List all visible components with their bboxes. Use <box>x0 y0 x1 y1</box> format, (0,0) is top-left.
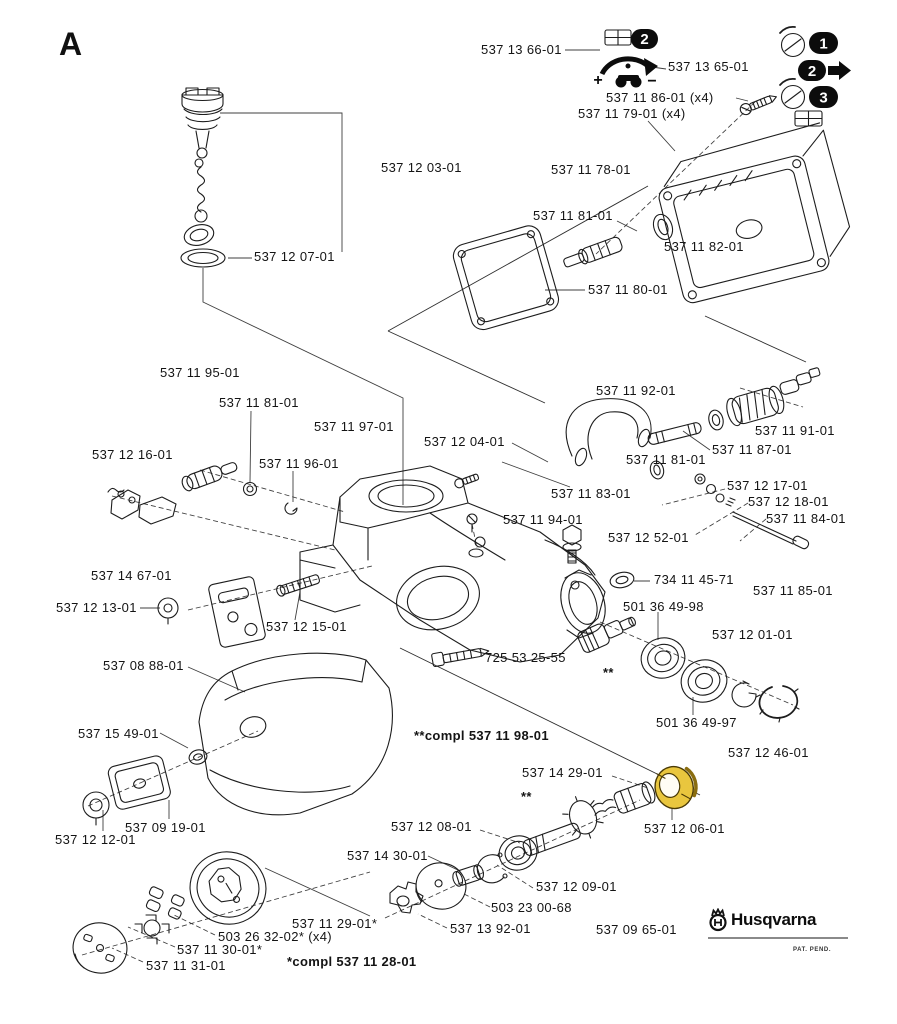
dial-minus-glyph: − <box>647 73 657 90</box>
part-label: 537 11 81-01 <box>626 452 706 467</box>
part-label: 537 14 29-01 <box>522 765 603 780</box>
part-label: 537 11 84-01 <box>766 511 846 526</box>
screwdriver-step-icon <box>780 79 805 109</box>
part-label: 537 11 91-01 <box>755 423 835 438</box>
cover-screw-drawing <box>739 92 779 117</box>
housing-screw-drawing <box>431 644 489 667</box>
carb-adjust-dial-icon <box>593 58 658 90</box>
adjuster-screw-drawing <box>275 573 320 597</box>
part-label: 734 11 45-71 <box>654 572 734 587</box>
highlighted-worm-gear-drawing <box>651 762 700 812</box>
part-label: *compl 537 11 28-01 <box>287 954 417 969</box>
part-label: 537 14 30-01 <box>347 848 428 863</box>
part-label: 537 11 29-01* <box>292 916 378 931</box>
part-label: ** <box>603 665 614 680</box>
section-letter: A <box>59 26 83 62</box>
part-label: **compl 537 11 98-01 <box>414 728 549 743</box>
part-label: 537 11 95-01 <box>160 365 240 380</box>
part-label: 537 11 83-01 <box>551 486 631 501</box>
part-label: 537 11 81-01 <box>219 395 299 410</box>
flywheel-drawing <box>182 844 273 932</box>
step2-number: 2 <box>807 63 817 80</box>
part-label: 537 11 78-01 <box>551 162 631 177</box>
adjuster-knob-drawing <box>158 598 178 624</box>
part-label: 537 12 15-01 <box>266 619 347 634</box>
part-label: 537 11 92-01 <box>596 383 676 398</box>
arrow-right-icon <box>828 61 851 80</box>
inner-plate-drawing <box>107 754 172 810</box>
fuel-cap-drawing <box>181 88 225 267</box>
part-label: 537 11 87-01 <box>712 442 792 457</box>
filter-nipple-drawing <box>778 367 823 395</box>
part-label: 537 11 80-01 <box>588 282 668 297</box>
part-label: 537 15 49-01 <box>78 726 159 741</box>
parts-line-art <box>68 88 858 978</box>
clutch-disc-drawing <box>411 858 471 915</box>
fuel-hose-drawing <box>647 422 702 446</box>
step3-number: 3 <box>819 89 828 107</box>
part-label: 537 11 30-01* <box>177 942 263 957</box>
patent-pending-text: PAT. PEND. <box>793 947 832 953</box>
flange-washer-drawing <box>609 570 636 590</box>
starter-cup-drawing <box>68 918 131 978</box>
part-label: 537 14 67-01 <box>91 568 172 583</box>
spacer-drawing <box>451 864 485 888</box>
part-label: 537 12 16-01 <box>92 447 173 462</box>
hose-washer-drawing <box>707 409 725 432</box>
husqvarna-logo <box>708 908 848 939</box>
part-label: 537 11 79-01 (x4) <box>578 106 686 121</box>
part-label: 503 26 32-02* (x4) <box>218 929 332 944</box>
part-label: 537 12 04-01 <box>424 434 505 449</box>
part-label: 537 13 66-01 <box>481 42 562 57</box>
clutch-spider-drawing <box>390 882 423 913</box>
part-label: 537 12 17-01 <box>727 478 808 493</box>
part-label: 537 12 01-01 <box>712 627 793 642</box>
part-label: 537 09 65-01 <box>596 922 677 937</box>
part-label: 501 36 49-98 <box>623 599 704 614</box>
part-label: 537 11 85-01 <box>753 583 833 598</box>
part-label: 537 11 31-01 <box>146 958 226 973</box>
part-label: 501 36 49-97 <box>656 715 737 730</box>
gasket-drawing <box>451 223 562 332</box>
part-label: 725 53 25-55 <box>485 650 566 665</box>
screwdriver-step-icon <box>780 27 805 57</box>
part-label: 537 12 07-01 <box>254 249 335 264</box>
callout-badge-number: 2 <box>640 31 649 48</box>
chain-plate-drawing <box>208 576 266 648</box>
part-label: 503 23 00-68 <box>491 900 572 915</box>
cover-knob-drawing <box>83 792 109 825</box>
dial-plus-glyph: + <box>593 72 603 89</box>
husqvarna-crown-icon <box>708 908 728 932</box>
step1-number: 1 <box>819 35 828 53</box>
part-label: 537 12 18-01 <box>748 494 829 509</box>
mid-screw-drawing <box>454 472 480 489</box>
top-bolt-drawing <box>467 514 477 532</box>
part-label: 537 12 06-01 <box>644 821 725 836</box>
part-label: 537 11 94-01 <box>503 512 583 527</box>
c-clip-drawing <box>732 681 756 707</box>
husqvarna-logo-text: Husqvarna <box>731 910 817 929</box>
part-label: 537 12 13-01 <box>56 600 137 615</box>
part-label: 537 12 09-01 <box>536 879 617 894</box>
part-label: 537 11 86-01 (x4) <box>606 90 714 105</box>
pinion-shaft-drawing <box>576 610 639 654</box>
air-box-drawing <box>651 122 859 305</box>
part-label: 537 12 46-01 <box>728 745 809 760</box>
part-label: 537 09 19-01 <box>125 820 206 835</box>
starter-hub-drawing <box>135 915 169 944</box>
part-label: 537 12 03-01 <box>381 160 462 175</box>
part-label: 537 11 96-01 <box>259 456 339 471</box>
part-label: ** <box>521 789 532 804</box>
part-label: 537 13 92-01 <box>450 921 531 936</box>
part-label: 537 12 52-01 <box>608 530 689 545</box>
part-label: 537 11 81-01 <box>533 208 613 223</box>
sticker-icon <box>605 30 631 45</box>
fuel-filter-drawing <box>724 385 787 428</box>
part-label: 537 12 08-01 <box>391 819 472 834</box>
part-label: 537 12 12-01 <box>55 832 136 847</box>
part-label: 537 13 65-01 <box>668 59 749 74</box>
part-label: 537 11 82-01 <box>664 239 744 254</box>
part-label: 537 08 88-01 <box>103 658 184 673</box>
intake-valve-drawing <box>562 236 624 271</box>
clutch-cover-drawing <box>199 653 392 815</box>
part-label: 537 11 97-01 <box>314 419 394 434</box>
